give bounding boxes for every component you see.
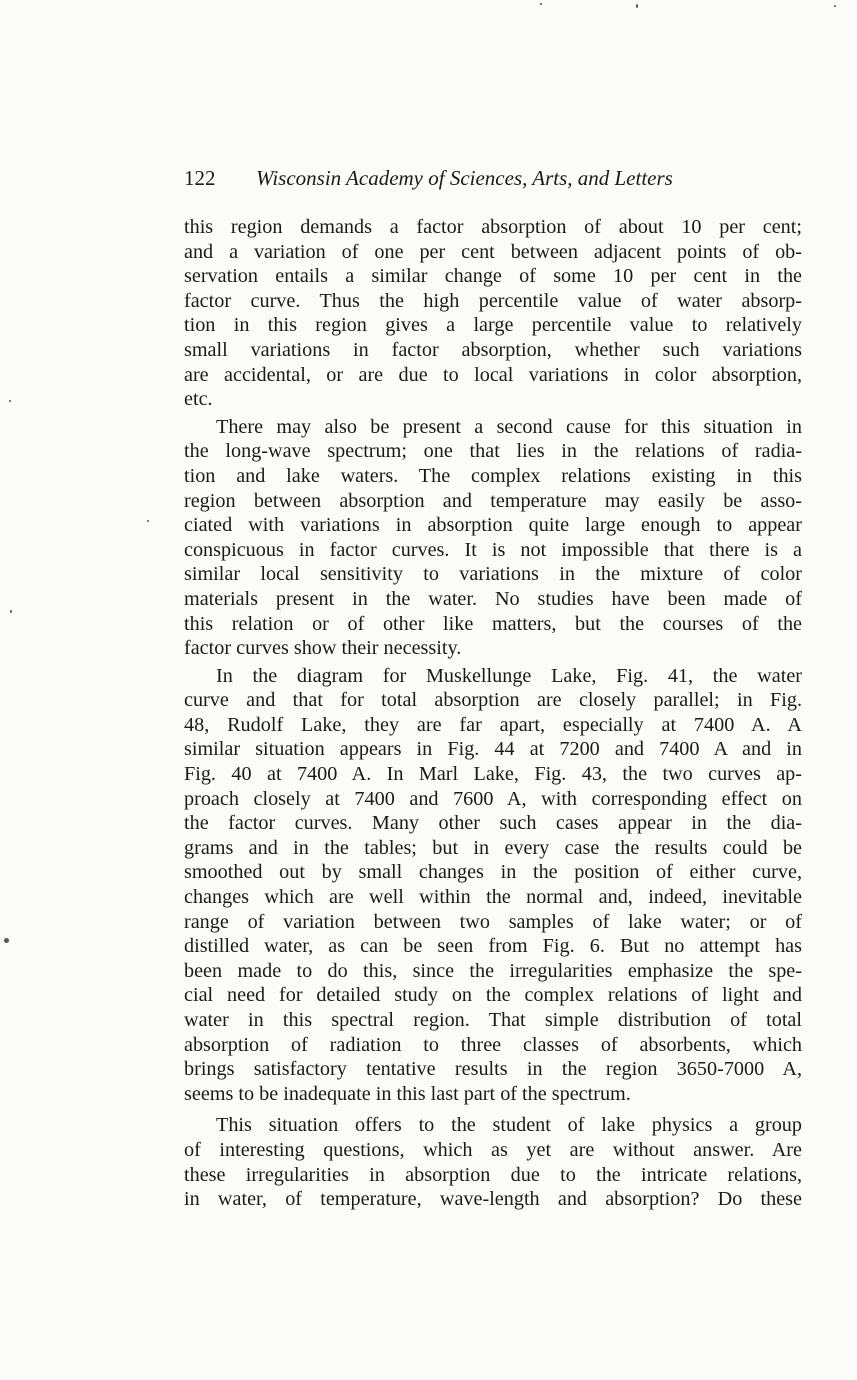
text-line: small variations in factor absorption, whether such variations <box>184 338 802 361</box>
text-line: the long-wave spectrum; one that lies in the relations of radia- <box>184 440 802 463</box>
body-text <box>184 215 802 1212</box>
text-line: similar situation appears in Fig. 44 at 7200 and 7400 A and in <box>184 738 802 761</box>
text-line: curve and that for total absorption are closely parallel; in Fig. <box>184 689 802 712</box>
text-line: of interesting questions, which as yet are without answer. Are <box>184 1138 802 1161</box>
scan-speck <box>147 520 149 522</box>
text-line: ciated with variations in absorption quite large enough to appear <box>184 514 802 537</box>
text-line: 48, Rudolf Lake, they are far apart, especially at 7400 A. A <box>184 713 802 736</box>
text-line: proach closely at 7400 and 7600 A, with corresponding effect on <box>184 787 802 810</box>
scan-speck <box>834 5 836 7</box>
paragraph-4 <box>184 1113 802 1211</box>
text-line: similar local sensitivity to variations in the mixture of color <box>184 563 802 586</box>
text-line: been made to do this, since the irregularities emphasize the spe- <box>184 959 802 982</box>
page-header <box>184 164 804 192</box>
text-line: range of variation between two samples of lake water; or of <box>184 910 802 933</box>
text-line: region between absorption and temperature may easily be asso- <box>184 489 802 512</box>
text-line: absorption of radiation to three classes of absorbents, which <box>184 1033 802 1056</box>
text-line: materials present in the water. No studies have been made of <box>184 587 802 610</box>
paragraph-3 <box>184 664 802 1107</box>
scan-speck <box>10 610 12 613</box>
text-line: factor curve. Thus the high percentile value of water absorp- <box>184 289 802 312</box>
text-line: This situation offers to the student of lake physics a group <box>216 1114 802 1137</box>
text-line: water in this spectral region. That simple distribution of total <box>184 1009 802 1031</box>
text-line: conspicuous in factor curves. It is not impossible that there is a <box>184 538 802 561</box>
text-line: etc. <box>184 388 213 411</box>
text-line: are accidental, or are due to local variations in color absorption, <box>184 363 802 386</box>
text-line: and a variation of one per cent between adjacent points of ob- <box>184 240 802 263</box>
text-line: servation entails a similar change of some 10 per cent in the <box>184 265 802 288</box>
text-line: the factor curves. Many other such cases appear in the dia- <box>184 812 802 835</box>
scan-speck <box>9 400 11 402</box>
scan-speck <box>540 3 542 5</box>
text-line: this region demands a factor absorption of about 10 per cent; <box>184 216 802 238</box>
text-line: Fig. 40 at 7400 A. In Marl Lake, Fig. 43, the two curves ap- <box>184 763 802 786</box>
text-line: tion in this region gives a large percentile value to relatively <box>184 314 802 337</box>
text-line: cial need for detailed study on the complex relations of light and <box>184 984 802 1007</box>
text-line: brings satisfactory tentative results in the region 3650-7000 A, <box>184 1058 802 1081</box>
text-line: distilled water, as can be seen from Fig. 6. But no attempt has <box>184 935 802 958</box>
paragraph-2 <box>184 415 802 661</box>
page-number: 122 <box>184 166 216 190</box>
paragraph-1 <box>184 215 802 412</box>
text-line: this relation or of other like matters, but the courses of the <box>184 612 802 635</box>
text-line: In the diagram for Muskellunge Lake, Fig. 41, the water <box>216 664 802 687</box>
running-title: Wisconsin Academy of Sciences, Arts, and Letters <box>256 166 673 190</box>
text-line: grams and in the tables; but in every case the results could be <box>184 836 802 859</box>
text-line: these irregularities in absorption due to the intricate relations, <box>184 1163 802 1186</box>
text-line: factor curves show their necessity. <box>184 637 462 660</box>
text-line: smoothed out by small changes in the position of either curve, <box>184 861 802 884</box>
scan-speck <box>4 938 9 943</box>
text-line: in water, of temperature, wave-length and absorption? Do these <box>184 1188 802 1211</box>
scan-speck <box>636 4 638 8</box>
text-line: seems to be inadequate in this last part of the spectrum. <box>184 1082 631 1105</box>
text-line: There may also be present a second cause for this situation in <box>216 415 802 438</box>
text-line: tion and lake waters. The complex relations existing in this <box>184 464 802 487</box>
text-line: changes which are well within the normal and, indeed, inevitable <box>184 886 802 909</box>
